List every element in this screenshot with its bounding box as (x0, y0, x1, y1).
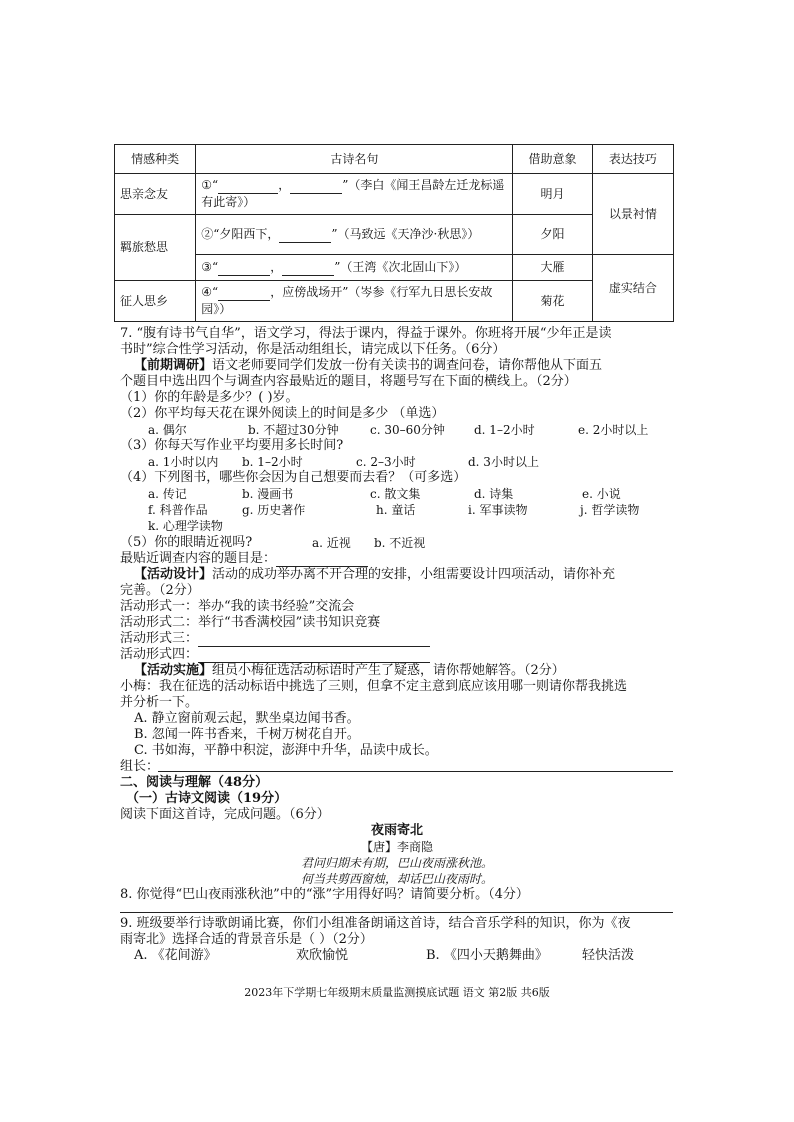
survey-q4: （4）下列图书，哪些你会因为自己想要而去看？（可多选） (120, 470, 467, 485)
impl-text: 组员小梅征选活动标语时产生了疑惑，请你帮她解答。（2分） (212, 663, 565, 678)
part2-subtitle: （一）古诗文阅读（19分） (126, 791, 288, 806)
option: e. 小说 (582, 487, 621, 501)
survey-heading: 【前期调研】 (134, 358, 213, 373)
design-text: 完善。（2分） (120, 583, 200, 598)
page-footer: 2023年下学期七年级期末质量监测摸底试题 语文 第2版 共6版 (244, 986, 550, 999)
option: b. 1–2小时 (242, 455, 303, 469)
option: g. 历史著作 (242, 503, 306, 517)
activity-form-2: 活动形式二：举行“书香满校园”读书知识竞赛 (120, 615, 381, 630)
activity-form-3: 活动形式三： (120, 631, 199, 646)
poem-line: 何当共剪西窗烛，却话巴山夜雨时。 (300, 872, 493, 886)
technique-cell: 以景衬情 (592, 174, 673, 255)
q9-text: 雨寄北》选择合适的背景音乐是（ ）（2分） (120, 932, 373, 947)
emotion-cell: 思亲念友 (115, 174, 196, 215)
table-header: 表达技巧 (592, 145, 673, 174)
technique-cell: 虚实结合 (592, 255, 673, 322)
option: h. 童话 (376, 503, 416, 517)
xiaomei-text: 小梅：我在征选的活动标语中挑选了三则，但拿不定主意到底应该用哪一则请你帮我挑选 (120, 679, 628, 694)
xiaomei-text: 并分析一下。 (120, 695, 199, 710)
image-cell: 明月 (513, 174, 592, 215)
poem-text: ， (270, 260, 283, 274)
option: e. 2小时以上 (578, 423, 649, 437)
survey-section (134, 358, 602, 374)
option: c. 2–3小时 (356, 455, 416, 469)
impl-heading: 【活动实施】 (134, 663, 213, 678)
table-row (115, 215, 674, 255)
poem-title: 夜雨寄北 (370, 823, 423, 838)
option: d. 诗集 (474, 487, 514, 501)
option: b. 漫画书 (242, 487, 294, 501)
poem-cell (196, 281, 513, 322)
table-header: 借助意象 (513, 145, 592, 174)
option: j. 哲学读物 (580, 503, 640, 517)
table-row (115, 281, 674, 322)
emotion-cell: 征人思乡 (115, 281, 196, 322)
survey-q2: （2）你平均每天花在课外阅读上的时间是多少 （单选） (120, 406, 445, 421)
poem-text: ④“ (201, 285, 219, 299)
option: b. 不超过30分钟 (248, 423, 339, 437)
answer-blank[interactable] (276, 554, 368, 567)
answer-blank[interactable] (218, 287, 270, 301)
poem-text: ②“夕阳西下， (201, 227, 280, 241)
table-header-row (115, 145, 674, 174)
q9-option-b: B. 《四小天鹅舞曲》 (426, 948, 548, 963)
poem-text: ③“ (201, 260, 219, 274)
table-header: 古诗名句 (196, 145, 513, 174)
option: i. 军事读物 (468, 503, 528, 517)
activity-form-3-line (120, 631, 430, 647)
design-text: 活动的成功举办离不开合理的安排，小组需要设计四项活动，请你补充 (212, 567, 616, 582)
slogan-option-c: C. 书如海，平静中积淀，澎湃中升华，品读中成长。 (134, 743, 438, 758)
option: b. 不近视 (374, 536, 426, 550)
answer-blank[interactable] (218, 180, 278, 194)
option: f. 科普作品 (148, 503, 208, 517)
q9-text: 9. 班级要举行诗歌朗诵比赛，你们小组准备朗诵这首诗，结合音乐学科的知识，你为《夜 (120, 916, 631, 931)
option: c. 散文集 (370, 487, 421, 501)
answer-line[interactable] (120, 912, 673, 913)
design-heading: 【活动设计】 (134, 567, 213, 582)
option: a. 传记 (148, 487, 187, 501)
option: d. 1–2小时 (474, 423, 535, 437)
answer-blank[interactable] (218, 262, 270, 276)
poem-text: ”（李白《闻王昌龄左迁龙标遥有此寄》） (201, 178, 505, 209)
survey-q5: （5）你的眼睛近视吗? (120, 535, 253, 550)
survey-text: 语文老师要同学们发放一份有关读书的调查问卷，请你帮他从下面五 (212, 358, 603, 373)
table-row (115, 174, 674, 215)
poem-text: ”（马致远《天净沙·秋思》） (331, 227, 480, 241)
design-section (134, 567, 615, 583)
option: a. 1小时以内 (148, 455, 219, 469)
option: c. 30–60分钟 (370, 423, 445, 437)
survey-q3: （3）你每天写作业平均要用多长时间? (120, 438, 344, 453)
option: d. 3小时以上 (468, 455, 539, 469)
option: a. 近视 (312, 536, 351, 550)
poem-cell (196, 215, 513, 255)
poem-line: 君问归期未有期，巴山夜雨涨秋池。 (300, 856, 493, 870)
emotion-cell: 羁旅愁思 (115, 215, 196, 281)
poem-text: ①“ (201, 178, 219, 192)
q9-option-a-desc: 欢欣愉悦 (296, 948, 349, 963)
image-cell: 菊花 (513, 281, 592, 322)
poem-table (114, 144, 674, 322)
part2-instruction: 阅读下面这首诗，完成问题。（6分） (120, 807, 330, 822)
poem-author: 【唐】李商隐 (360, 840, 433, 854)
poem-cell (196, 255, 513, 281)
poem-text: ”（王湾《次北固山下》） (334, 260, 467, 274)
activity-form-1: 活动形式一：举办“我的读书经验”交流会 (120, 599, 355, 614)
closest-answer-line (120, 551, 368, 567)
q9-option-b-desc: 轻快活泼 (582, 948, 635, 963)
survey-q1: （1）你的年龄是多少？( )岁。 (120, 390, 299, 405)
q8-text: 8. 你觉得“巴山夜雨涨秋池”中的“涨”字用得好吗？请简要分析。（4分） (120, 887, 529, 902)
image-cell: 夕阳 (513, 215, 592, 255)
activity-form-4: 活动形式四： (120, 647, 199, 662)
q7-intro: 书时”综合性学习活动，你是活动组组长，请完成以下任务。（6分） (120, 342, 506, 357)
slogan-option-a: A. 静立窗前观云起，默坐桌边闻书香。 (134, 711, 360, 726)
table-header: 情感种类 (115, 145, 196, 174)
table-row (115, 255, 674, 281)
slogan-option-b: B. 忽闻一阵书香来，千树万树花自开。 (134, 727, 360, 742)
survey-text: 个题目中选出四个与调查内容最贴近的题目，将题号写在下面的横线上。（2分） (120, 374, 577, 389)
answer-line[interactable] (158, 771, 673, 772)
poem-text: ，应傍战场开”（岑参《行军九日思长安故园》） (201, 285, 493, 316)
q7-intro: 7. “腹有诗书气自华”，语文学习，得法于课内，得益于课外。你班将开展“少年正是读 (120, 326, 612, 341)
impl-section (134, 663, 565, 679)
activity-form-4-line (120, 647, 430, 663)
closest-label: 最贴近调查内容的题目是： (120, 551, 277, 566)
q9-option-a: A. 《花间游》 (134, 948, 217, 963)
image-cell: 大雁 (513, 255, 592, 281)
answer-blank[interactable] (198, 634, 430, 647)
answer-blank[interactable] (279, 229, 331, 243)
option: a. 偶尔 (148, 423, 187, 437)
answer-blank[interactable] (282, 262, 334, 276)
part2-title: 二、阅读与理解（48分） (120, 775, 269, 790)
leader-label: 组长： (120, 759, 160, 774)
poem-cell (196, 174, 513, 215)
answer-blank[interactable] (198, 650, 430, 663)
poem-text: ， (278, 178, 291, 192)
answer-blank[interactable] (290, 180, 342, 194)
option: k. 心理学读物 (148, 519, 223, 533)
